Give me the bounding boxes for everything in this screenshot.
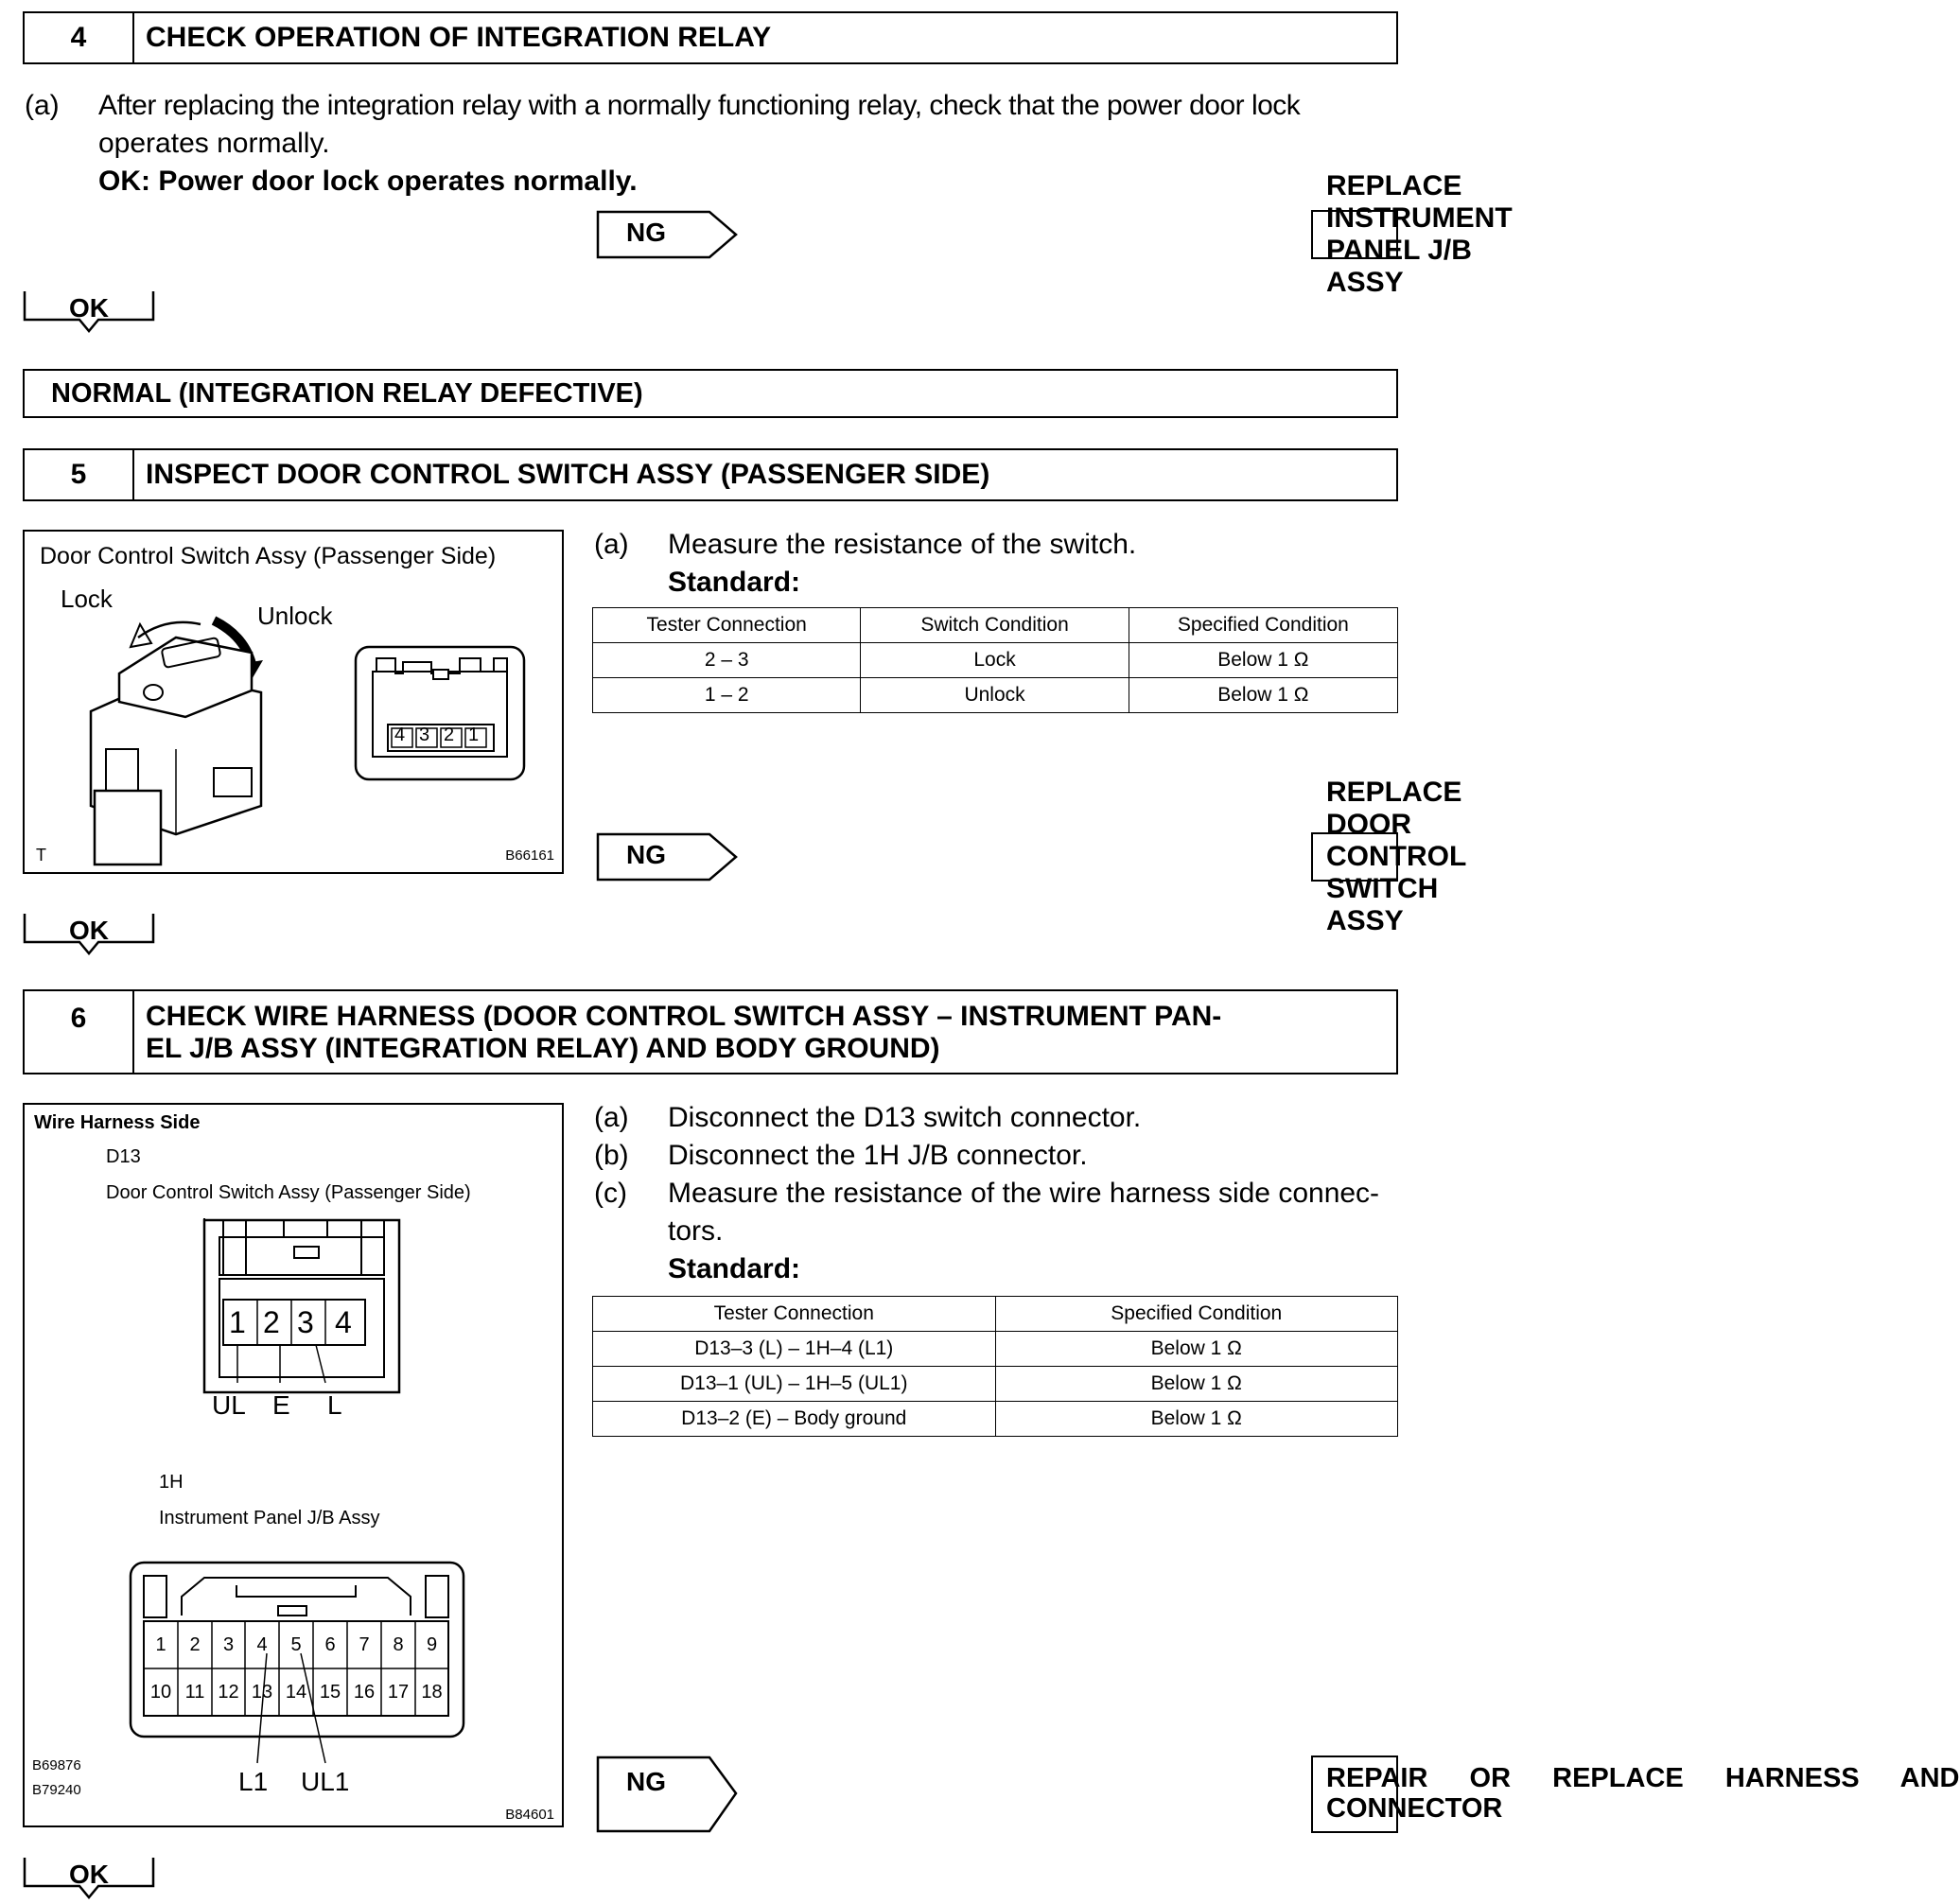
table-header: Specified Condition: [995, 1297, 1398, 1332]
table-cell: Unlock: [861, 678, 1129, 713]
step4-ok-criteria: OK: Power door lock operates normally.: [98, 166, 638, 197]
wire-harness-heading: Wire Harness Side: [34, 1112, 201, 1133]
step5-item-a-marker: (a): [594, 529, 629, 560]
step5-number: 5: [25, 450, 134, 499]
step5-ok-box: [23, 912, 155, 955]
step6-item-a-text: Disconnect the D13 switch connector.: [668, 1102, 1142, 1133]
door-switch-illustration: [25, 532, 566, 876]
table-header: Switch Condition: [861, 608, 1129, 643]
d13-pin-2: 2: [263, 1305, 280, 1339]
1h-pin: 15: [319, 1682, 341, 1703]
switch-pin-3: 3: [419, 725, 430, 745]
switch-pin-1: 1: [468, 725, 480, 745]
step6-spec-table: [592, 1296, 1398, 1437]
1h-pin: 11: [184, 1682, 205, 1703]
step4-item-a-marker: (a): [25, 90, 60, 121]
table-cell: 1 – 2: [593, 678, 861, 713]
1h-pin: 8: [393, 1634, 404, 1655]
1h-pin: 3: [222, 1634, 235, 1655]
table-cell: D13–1 (UL) – 1H–5 (UL1): [593, 1367, 996, 1402]
table-header: Specified Condition: [1129, 608, 1397, 643]
table-header: Tester Connection: [593, 608, 861, 643]
step6-title-line1: CHECK WIRE HARNESS (DOOR CONTROL SWITCH ASSY – INSTRUMENT PAN-: [146, 1001, 1222, 1032]
step6-ng-box: [596, 1756, 1960, 1833]
table-header-row: [593, 1297, 1398, 1332]
step6-item-c-marker: (c): [594, 1178, 627, 1209]
step5-figure: [23, 530, 564, 874]
step4-ng-action: REPLACE INSTRUMENT PANEL J/B ASSY: [1311, 210, 1398, 259]
table-cell: Below 1 Ω: [995, 1332, 1398, 1367]
1h-pin: 6: [324, 1634, 336, 1655]
step5-item-a-text: Measure the resistance of the switch.: [668, 529, 1137, 560]
table-cell: D13–2 (E) – Body ground: [593, 1402, 996, 1437]
1h-pin: 4: [256, 1634, 268, 1655]
1h-pin: 9: [426, 1634, 438, 1655]
1h-pin: 17: [387, 1682, 410, 1703]
result-text: NORMAL (INTEGRATION RELAY DEFECTIVE): [51, 378, 643, 409]
table-cell: Lock: [861, 643, 1129, 678]
step6-ok-label: OK: [69, 1860, 109, 1889]
table-cell: D13–3 (L) – 1H–4 (L1): [593, 1332, 996, 1367]
1h-pin: 16: [353, 1682, 376, 1703]
figure-code-3: B84601: [505, 1807, 554, 1823]
1h-pin: 14: [285, 1682, 307, 1703]
table-cell: 2 – 3: [593, 643, 861, 678]
table-cell: Below 1 Ω: [1129, 678, 1397, 713]
step6-number: 6: [25, 991, 134, 1073]
table-header: Tester Connection: [593, 1297, 996, 1332]
step4-ok-box: [23, 289, 155, 333]
table-cell: Below 1 Ω: [995, 1367, 1398, 1402]
1h-pin: 12: [218, 1682, 239, 1703]
step5-spec-table: [592, 607, 1398, 713]
step6-figure: [23, 1103, 564, 1827]
step5-ng-box: [596, 777, 1467, 936]
table-header-row: [593, 608, 1398, 643]
d13-pin-3: 3: [297, 1305, 314, 1339]
ng-arrow-icon: [596, 1756, 1315, 1833]
ng-arrow-icon: [596, 832, 1315, 882]
1h-label-ul1: UL1: [301, 1767, 350, 1796]
unlock-label: Unlock: [257, 602, 333, 630]
1h-pin: 18: [421, 1682, 443, 1703]
step6-item-b-marker: (b): [594, 1140, 629, 1171]
d13-label-ul: UL: [212, 1390, 246, 1420]
step6-ng-action-line2: CONNECTOR: [1326, 1793, 1503, 1824]
step6-item-b-text: Disconnect the 1H J/B connector.: [668, 1140, 1088, 1171]
step4-header: [23, 11, 1398, 64]
conn2-id: 1H: [159, 1472, 184, 1493]
figure-code-2: B79240: [32, 1782, 81, 1798]
step5-figure-code: B66161: [505, 847, 554, 864]
step6-header: [23, 989, 1398, 1074]
step4-ng-box: [596, 170, 1513, 298]
1h-pin: 2: [189, 1634, 201, 1655]
wire-harness-connectors-diagram: [25, 1105, 566, 1829]
1h-pin-row-1: [144, 1621, 448, 1668]
switch-pin-2: 2: [444, 725, 455, 745]
step4-ok-label: OK: [69, 293, 109, 323]
result-box: [23, 369, 1398, 418]
d13-label-l: L: [327, 1390, 342, 1420]
1h-pin: 7: [359, 1634, 370, 1655]
step4-item-a-line1: After replacing the integration relay with a normally functioning relay, check that the power door lock: [98, 90, 1301, 121]
step6-ok-box: [23, 1856, 155, 1899]
table-row: [593, 1402, 1398, 1437]
table-row: [593, 678, 1398, 713]
table-row: [593, 1332, 1398, 1367]
table-row: [593, 1367, 1398, 1402]
switch-pin-4: 4: [394, 725, 406, 745]
d13-pin-4: 4: [335, 1305, 352, 1339]
step6-standard-label: Standard:: [668, 1253, 801, 1284]
lock-label: Lock: [61, 585, 113, 613]
1h-pin: 13: [251, 1682, 273, 1703]
step5-figure-title: Door Control Switch Assy (Passenger Side): [40, 543, 497, 569]
step4-number: 4: [25, 13, 134, 62]
step5-ng-label: NG: [626, 840, 666, 869]
step4-ng-label: NG: [626, 218, 666, 247]
table-row: [593, 643, 1398, 678]
step6-item-c-cont: tors.: [668, 1215, 724, 1247]
conn2-name: Instrument Panel J/B Assy: [159, 1508, 380, 1528]
step6-item-a-marker: (a): [594, 1102, 629, 1133]
step6-ng-action: [1311, 1756, 1960, 1833]
step6-ng-action-line1: REPAIR OR REPLACE HARNESS AND: [1326, 1763, 1960, 1793]
1h-label-l1: L1: [238, 1767, 269, 1796]
table-cell: Below 1 Ω: [1129, 643, 1397, 678]
ng-arrow-icon: [596, 210, 1315, 259]
step5-standard-label: Standard:: [668, 567, 801, 598]
figure-code-1: B69876: [32, 1757, 81, 1773]
1h-pin: 1: [155, 1634, 166, 1655]
d13-pin-1: 1: [229, 1305, 246, 1339]
1h-pin: 10: [149, 1682, 172, 1703]
step5-figure-corner-left: T: [36, 846, 46, 865]
conn1-name: Door Control Switch Assy (Passenger Side): [106, 1182, 471, 1203]
step5-header: [23, 448, 1398, 501]
table-cell: Below 1 Ω: [995, 1402, 1398, 1437]
d13-label-e: E: [272, 1390, 290, 1420]
step5-title: INSPECT DOOR CONTROL SWITCH ASSY (PASSENGER SIDE): [146, 459, 990, 490]
step5-ng-action: REPLACE DOOR CONTROL SWITCH ASSY: [1311, 832, 1398, 882]
conn1-id: D13: [106, 1146, 141, 1167]
step4-item-a-line2: operates normally.: [98, 128, 330, 159]
1h-pin-row-2: [144, 1668, 448, 1716]
step6-item-c-text: Measure the resistance of the wire harness side connec-: [668, 1178, 1380, 1209]
step6-ng-label: NG: [626, 1767, 666, 1796]
step4-title: CHECK OPERATION OF INTEGRATION RELAY: [146, 22, 772, 53]
step5-ok-label: OK: [69, 916, 109, 945]
1h-pin: 5: [290, 1634, 302, 1655]
step6-title-line2: EL J/B ASSY (INTEGRATION RELAY) AND BODY GROUND): [146, 1033, 940, 1064]
